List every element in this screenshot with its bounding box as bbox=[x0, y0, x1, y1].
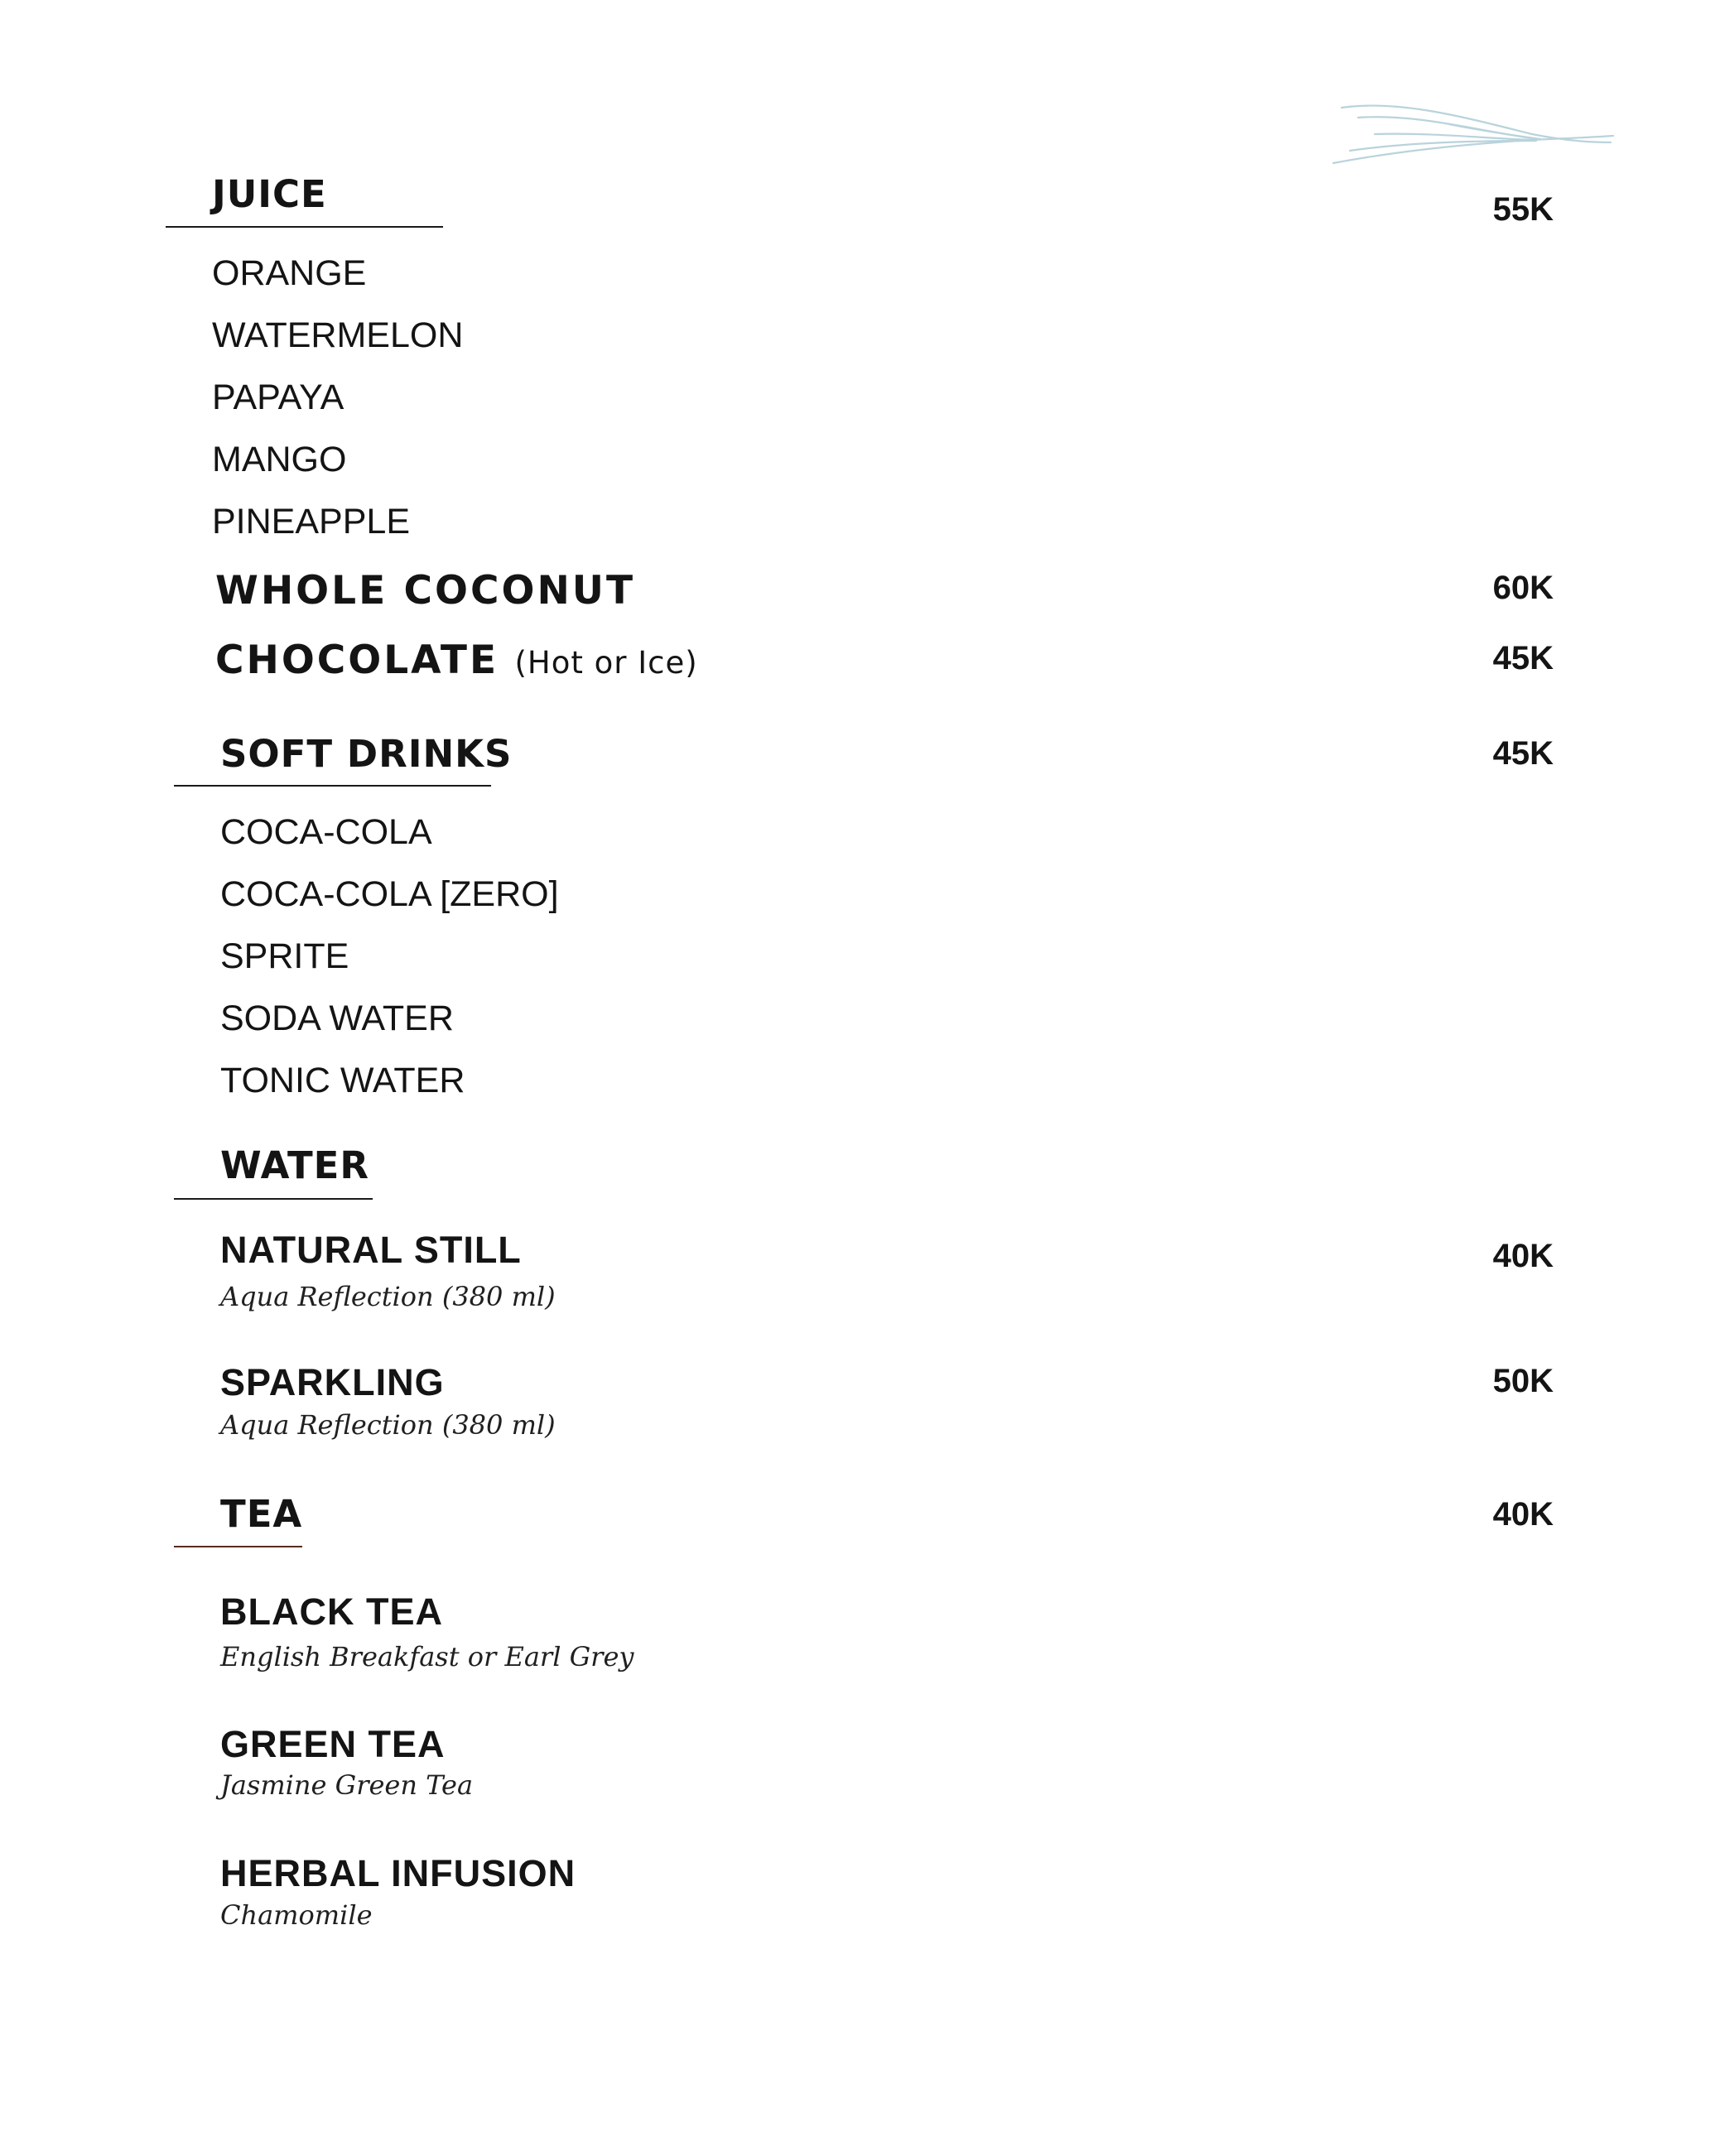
chocolate-title: CHOCOLATE bbox=[215, 638, 499, 683]
menu-item-natural-still: NATURAL STILL bbox=[220, 1229, 522, 1271]
menu-item-sprite: SPRITE bbox=[220, 936, 349, 976]
black-tea-description: English Breakfast or Earl Grey bbox=[220, 1641, 634, 1672]
natural-still-description: Aqua Reflection (380 ml) bbox=[220, 1281, 556, 1312]
menu-item-watermelon: WATERMELON bbox=[212, 315, 464, 355]
juice-heading: JUICE bbox=[212, 172, 327, 216]
menu-item-herbal-infusion: HERBAL INFUSION bbox=[220, 1852, 576, 1894]
juice-heading-underline bbox=[166, 226, 443, 228]
menu-item-coca-cola: COCA-COLA bbox=[220, 812, 432, 852]
herbal-infusion-description: Chamomile bbox=[220, 1899, 373, 1931]
chocolate-heading bbox=[215, 638, 698, 683]
whole-coconut-price: 60K bbox=[1492, 570, 1554, 606]
juice-price: 55K bbox=[1492, 191, 1554, 228]
tea-heading-underline bbox=[174, 1546, 302, 1547]
menu-item-sparkling: SPARKLING bbox=[220, 1361, 445, 1403]
menu-item-coca-cola-zero: COCA-COLA [ZERO] bbox=[220, 874, 559, 914]
natural-still-price: 40K bbox=[1492, 1238, 1554, 1274]
menu-item-soda-water: SODA WATER bbox=[220, 999, 454, 1038]
menu-item-black-tea: BLACK TEA bbox=[220, 1591, 443, 1633]
sparkling-price: 50K bbox=[1492, 1363, 1554, 1399]
menu-item-orange: ORANGE bbox=[212, 253, 367, 293]
soft-drinks-price: 45K bbox=[1492, 735, 1554, 772]
chocolate-price: 45K bbox=[1492, 640, 1554, 676]
menu-item-pineapple: PINEAPPLE bbox=[212, 502, 410, 541]
water-heading-underline bbox=[174, 1198, 373, 1200]
leaf-sketch-icon bbox=[1325, 93, 1615, 176]
tea-heading: TEA bbox=[220, 1492, 303, 1536]
chocolate-note: (Hot or Ice) bbox=[514, 645, 698, 681]
soft-drinks-heading: SOFT DRINKS bbox=[220, 732, 513, 776]
tea-price: 40K bbox=[1492, 1496, 1554, 1533]
whole-coconut-heading: WHOLE COCONUT bbox=[215, 568, 636, 614]
menu-item-green-tea: GREEN TEA bbox=[220, 1723, 446, 1765]
soft-drinks-heading-underline bbox=[174, 785, 491, 787]
sparkling-description: Aqua Reflection (380 ml) bbox=[220, 1409, 556, 1441]
menu-item-papaya: PAPAYA bbox=[212, 378, 345, 417]
water-heading: WATER bbox=[220, 1143, 370, 1187]
menu-item-mango: MANGO bbox=[212, 440, 347, 479]
menu-item-tonic-water: TONIC WATER bbox=[220, 1061, 465, 1100]
green-tea-description: Jasmine Green Tea bbox=[220, 1769, 474, 1801]
